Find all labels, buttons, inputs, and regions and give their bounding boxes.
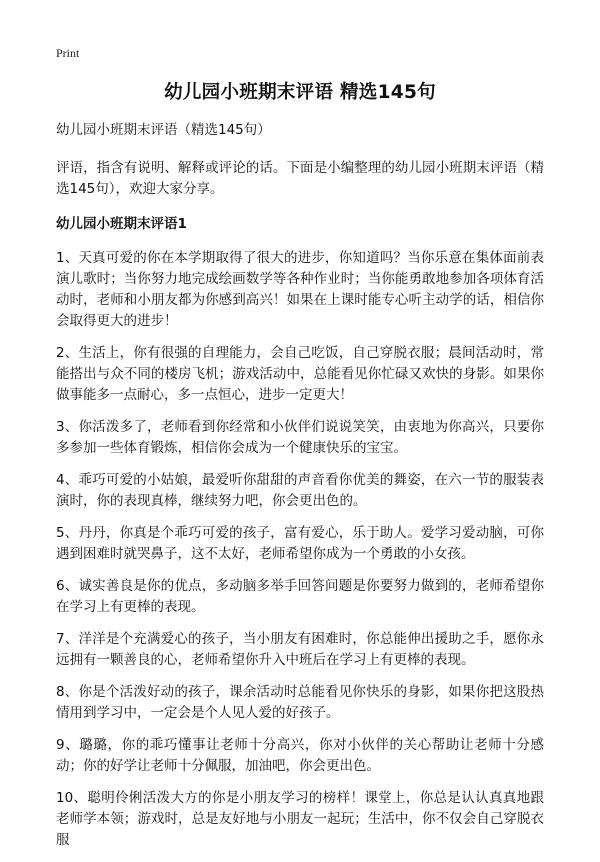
comment-paragraph: 9、璐璐，你的乖巧懂事让老师十分高兴，你对小伙伴的关心帮助让老师十分感动；你的好学让老师十分佩服，加油吧，你会更出色。 bbox=[56, 737, 544, 774]
comment-paragraph: 3、你活泼多了，老师看到你经常和小伙伴们说说笑笑，由衷地为你高兴，只要你多参加一些体育锻炼，相信你会成为一个健康快乐的宝宝。 bbox=[56, 419, 544, 456]
print-link[interactable]: Print bbox=[56, 46, 80, 60]
comment-paragraph: 4、乖巧可爱的小姑娘，最爱听你甜甜的声音看你优美的舞姿，在六一节的服装表演时，你的表现真棒，继续努力吧，你会更出色的。 bbox=[56, 472, 544, 509]
comment-paragraph: 6、诚实善良是你的优点，多动脑多举手回答问题是你要努力做到的，老师希望你在学习上有更棒的表现。 bbox=[56, 578, 544, 615]
comment-paragraph: 1、天真可爱的你在本学期取得了很大的进步，你知道吗？当你乐意在集体面前表演儿歌时；当你努力地完成绘画数学等各种作业时；当你能勇敢地参加各项体育活动时，老师和小朋友都为你感到高兴！如果在上课时能专心听主动学的话，相信你会取得更大的进步！ bbox=[56, 250, 544, 329]
document-subtitle: 幼儿园小班期末评语（精选145句） bbox=[56, 122, 271, 138]
comment-paragraph: 7、洋洋是个充满爱心的孩子，当小朋友有困难时，你总能伸出援助之手，愿你永远拥有一颗善良的心，老师希望你升入中班后在学习上有更棒的表现。 bbox=[56, 631, 544, 668]
page-title: 幼儿园小班期末评语 精选145句 bbox=[164, 82, 436, 103]
comment-paragraph: 10、聪明伶俐活泼大方的你是小朋友学习的榜样！课堂上，你总是认认真真地跟老师学本领；游戏时，总是友好地与小朋友一起玩；生活中，你不仅会自己穿脱衣服 bbox=[56, 790, 544, 848]
comment-paragraph: 5、丹丹，你真是个乖巧可爱的孩子，富有爱心，乐于助人。爱学习爱动脑，可你遇到困难时就哭鼻子，这不太好，老师希望你成为一个勇敢的小女孩。 bbox=[56, 525, 544, 562]
section-heading: 幼儿园小班期末评语1 bbox=[56, 216, 187, 232]
comment-paragraph: 2、生活上，你有很强的自理能力，会自己吃饭，自己穿脱衣服；晨间活动时，常能搭出与众不同的楼房飞机；游戏活动中，总能看见你忙碌又欢快的身影。如果你做事能多一点耐心，多一点恒心，进步一定更大！ bbox=[56, 345, 544, 403]
document-body bbox=[56, 120, 544, 862]
intro-paragraph: 评语，指含有说明、解释或评论的话。下面是小编整理的幼儿园小班期末评语（精选145句），欢迎大家分享。 bbox=[56, 160, 544, 197]
comment-paragraph: 8、你是个活泼好动的孩子，课余活动时总能看见你快乐的身影，如果你把这股热情用到学习中，一定会是个人见人爱的好孩子。 bbox=[56, 684, 544, 721]
